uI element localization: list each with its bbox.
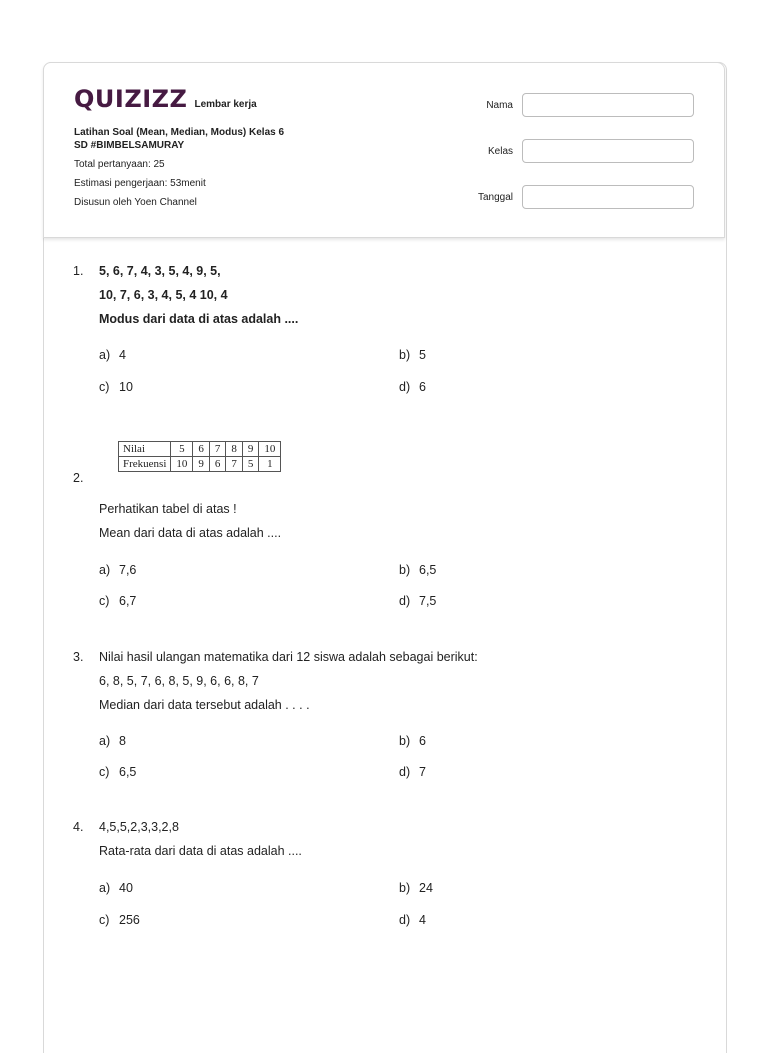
table-row: [119, 442, 281, 457]
table-cell: 7: [209, 442, 226, 457]
table-row: [119, 457, 281, 472]
table-cell: 9: [242, 442, 259, 457]
question-number: 3.: [73, 650, 84, 664]
quizizz-logo: QUIZIZZ: [74, 85, 188, 113]
time-estimate: Estimasi pengerjaan: 53menit: [74, 178, 206, 189]
option-d[interactable]: d) 7: [399, 765, 426, 779]
worksheet-subtitle: SD #BIMBELSAMURAY: [74, 140, 185, 151]
table-cell: 1: [259, 457, 281, 472]
question-line: 10, 7, 6, 3, 4, 5, 4 10, 4: [99, 288, 228, 302]
worksheet-title: Latihan Soal (Mean, Median, Modus) Kelas 6: [74, 127, 285, 138]
option-b[interactable]: b) 24: [399, 881, 433, 895]
date-label: Tanggal: [477, 191, 513, 203]
worksheet-header: [43, 62, 725, 238]
class-label: Kelas: [487, 145, 513, 157]
question-number: 4.: [73, 820, 84, 834]
option-b[interactable]: b) 5: [399, 348, 426, 362]
option-d[interactable]: d) 7,5: [399, 594, 437, 608]
question-text: [99, 259, 298, 331]
table-cell: 9: [193, 457, 210, 472]
frequency-table: [118, 441, 281, 472]
table-cell: 5: [242, 457, 259, 472]
question-number: 1.: [73, 264, 84, 278]
date-input[interactable]: [522, 185, 694, 209]
option-c[interactable]: c) 10: [99, 380, 133, 394]
name-field-row: [486, 93, 694, 117]
question-line: 4,5,5,2,3,3,2,8: [99, 820, 179, 834]
table-cell: 6: [209, 457, 226, 472]
question-number: 2.: [73, 471, 84, 485]
option-c[interactable]: c) 6,7: [99, 594, 137, 608]
option-a[interactable]: a) 40: [99, 881, 133, 895]
class-input[interactable]: [522, 139, 694, 163]
option-a[interactable]: a) 8: [99, 734, 126, 748]
worksheet-label: Lembar kerja: [194, 99, 257, 110]
question-line: Nilai hasil ulangan matematika dari 12 siswa adalah sebagai berikut:: [99, 650, 478, 664]
table-cell: 8: [226, 442, 243, 457]
question-line: 5, 6, 7, 4, 3, 5, 4, 9, 5,: [99, 264, 221, 278]
question-line: Median dari data tersebut adalah . . . .: [99, 698, 310, 712]
total-questions: Total pertanyaan: 25: [74, 159, 165, 170]
date-field-row: [478, 185, 694, 209]
author: Disusun oleh Yoen Channel: [74, 197, 197, 208]
question-line: Perhatikan tabel di atas !: [99, 502, 237, 516]
question-text: [99, 645, 478, 717]
table-cell: 5: [171, 442, 193, 457]
frequency-table-wrap: [118, 441, 281, 472]
option-d[interactable]: d) 4: [399, 913, 426, 927]
table-cell: 10: [171, 457, 193, 472]
table-cell: 6: [193, 442, 210, 457]
question-text: [99, 815, 302, 863]
option-c[interactable]: c) 6,5: [99, 765, 137, 779]
table-cell: Frekuensi: [119, 457, 171, 472]
brand: [74, 85, 257, 113]
question-line: Rata-rata dari data di atas adalah ....: [99, 844, 302, 858]
option-a[interactable]: a) 4: [99, 348, 126, 362]
name-label: Nama: [486, 99, 513, 111]
table-cell: Nilai: [119, 442, 171, 457]
question-line: Mean dari data di atas adalah ....: [99, 526, 282, 540]
option-d[interactable]: d) 6: [399, 380, 426, 394]
table-cell: 10: [259, 442, 281, 457]
option-a[interactable]: a) 7,6: [99, 563, 137, 577]
option-b[interactable]: b) 6: [399, 734, 426, 748]
question-line: 6, 8, 5, 7, 6, 8, 5, 9, 6, 6, 8, 7: [99, 674, 259, 688]
name-input[interactable]: [522, 93, 694, 117]
option-b[interactable]: b) 6,5: [399, 563, 437, 577]
table-cell: 7: [226, 457, 243, 472]
question-line: Modus dari data di atas adalah ....: [99, 312, 299, 326]
option-c[interactable]: c) 256: [99, 913, 140, 927]
class-field-row: [488, 139, 694, 163]
worksheet-meta: [74, 126, 284, 209]
